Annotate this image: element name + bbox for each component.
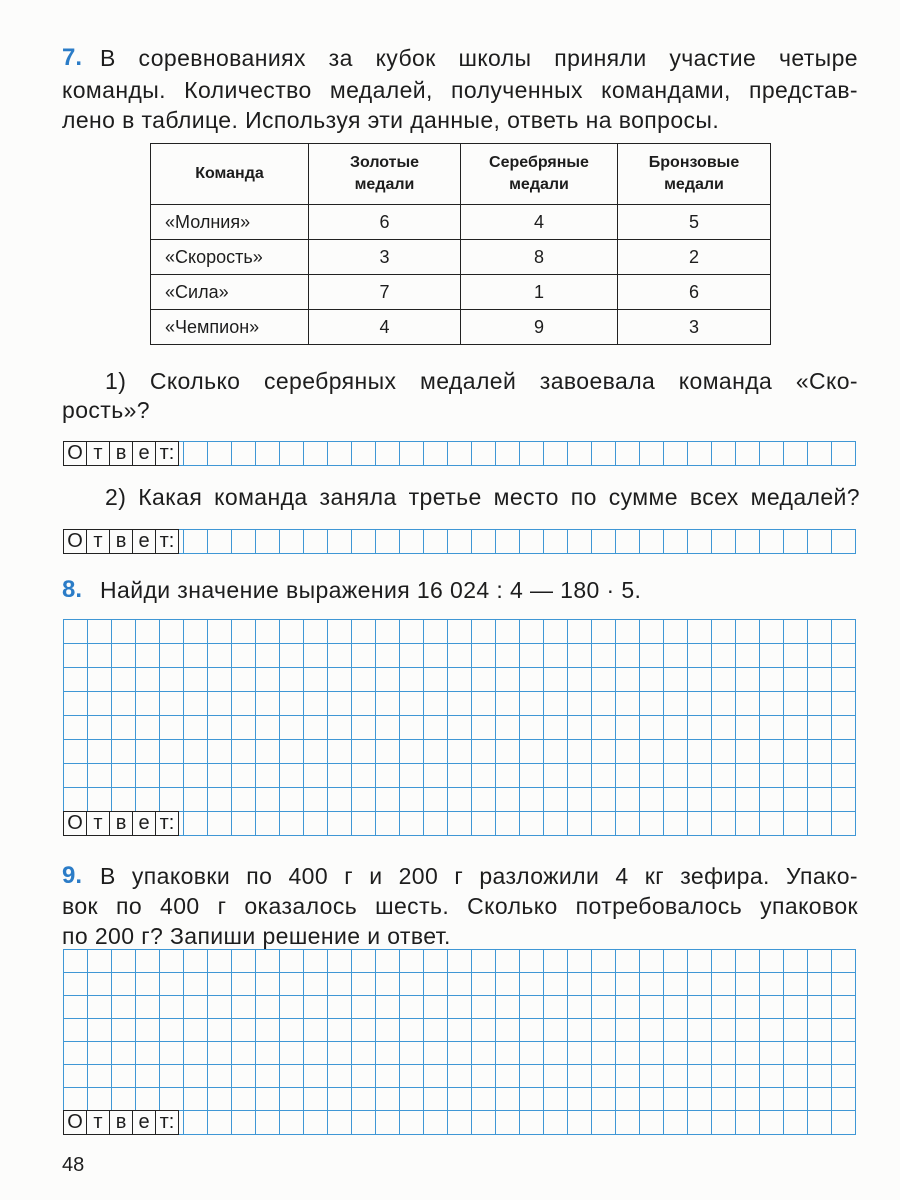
cell-team: «Сила» [151, 275, 309, 310]
task-9-text-line: вок по 400 г оказалось шесть. Сколько потребовалось упаковок [62, 893, 858, 919]
header-bronze-line: Бронзовые [648, 154, 740, 171]
answer-row-q2 [63, 529, 856, 554]
task-8-number: 8. [62, 576, 83, 603]
solution-grid-task-9 [63, 949, 856, 1110]
header-gold-line: Золотые [349, 154, 420, 171]
answer-label-letter: т: [155, 529, 179, 554]
answer-label-letter: т: [155, 1110, 179, 1135]
header-team [151, 144, 309, 205]
table-row [151, 275, 771, 310]
cell-gold: 7 [309, 275, 461, 310]
header-gold [309, 144, 461, 205]
answer-label-letter: т [86, 811, 110, 836]
answer-label-letter: в [109, 1110, 133, 1135]
task-7-text-line: В соревнованиях за кубок школы приняли участие четыре [100, 45, 858, 71]
answer-label-letter: е [132, 529, 156, 554]
answer-label-letter: О [63, 811, 87, 836]
table-row [151, 240, 771, 275]
solution-grid-task-8 [63, 619, 856, 811]
cell-silver: 8 [461, 240, 618, 275]
answer-label-letter: О [63, 441, 87, 466]
task-7-text-line: команды. Количество медалей, полученных командами, представ- [62, 77, 858, 103]
answer-row-q1 [63, 441, 856, 466]
cell-team: «Молния» [151, 205, 309, 240]
answer-label-letter: т: [155, 441, 179, 466]
answer-label-letter: в [109, 441, 133, 466]
answer-label-letter: е [132, 811, 156, 836]
medals-table-header-row [151, 144, 771, 205]
answer-label-letter: в [109, 529, 133, 554]
cell-team: «Чемпион» [151, 310, 309, 345]
answer-label-letter: е [132, 441, 156, 466]
question-2-line: 2) Какая команда заняла третье место по сумме всех медалей? [105, 484, 860, 510]
answer-row-task-9 [63, 1110, 856, 1135]
answer-label-letter: т [86, 529, 110, 554]
medals-table [150, 143, 771, 345]
task-9-number: 9. [62, 862, 83, 889]
cell-team: «Скорость» [151, 240, 309, 275]
header-bronze-line: медали [664, 176, 724, 193]
header-silver [461, 144, 618, 205]
cell-silver: 9 [461, 310, 618, 345]
question-1-line: рость»? [62, 397, 150, 423]
answer-label-letter: т [86, 441, 110, 466]
task-7-text-line: лено в таблице. Используя эти данные, ответь на вопросы. [62, 107, 720, 133]
page-number: 48 [62, 1154, 85, 1176]
cell-silver: 4 [461, 205, 618, 240]
answer-label-letter: О [63, 1110, 87, 1135]
cell-silver: 1 [461, 275, 618, 310]
header-bronze [618, 144, 771, 205]
header-silver-line: Серебряные [489, 154, 589, 171]
task-9-text-line: по 200 г? Запиши решение и ответ. [62, 923, 451, 949]
cell-bronze: 3 [618, 310, 771, 345]
answer-row-task-8 [63, 811, 856, 836]
header-silver-line: медали [509, 176, 569, 193]
cell-bronze: 5 [618, 205, 771, 240]
header-team-label: Команда [195, 165, 264, 182]
task-7-number: 7. [62, 44, 83, 71]
task-8-text: Найди значение выражения 16 024 : 4 — 180 · 5. [100, 577, 642, 603]
answer-label-letter: О [63, 529, 87, 554]
table-row [151, 205, 771, 240]
table-row [151, 310, 771, 345]
cell-bronze: 6 [618, 275, 771, 310]
cell-gold: 3 [309, 240, 461, 275]
answer-label-letter: т [86, 1110, 110, 1135]
task-9-text-line: В упаковки по 400 г и 200 г разложили 4 кг зефира. Упако- [100, 863, 858, 889]
header-gold-line: медали [354, 176, 415, 193]
question-1-line: 1) Сколько серебряных медалей завоевала команда «Ско- [105, 368, 858, 394]
answer-label-letter: т: [155, 811, 179, 836]
answer-label-letter: е [132, 1110, 156, 1135]
cell-gold: 4 [309, 310, 461, 345]
cell-gold: 6 [309, 205, 461, 240]
answer-label-letter: в [109, 811, 133, 836]
cell-bronze: 2 [618, 240, 771, 275]
